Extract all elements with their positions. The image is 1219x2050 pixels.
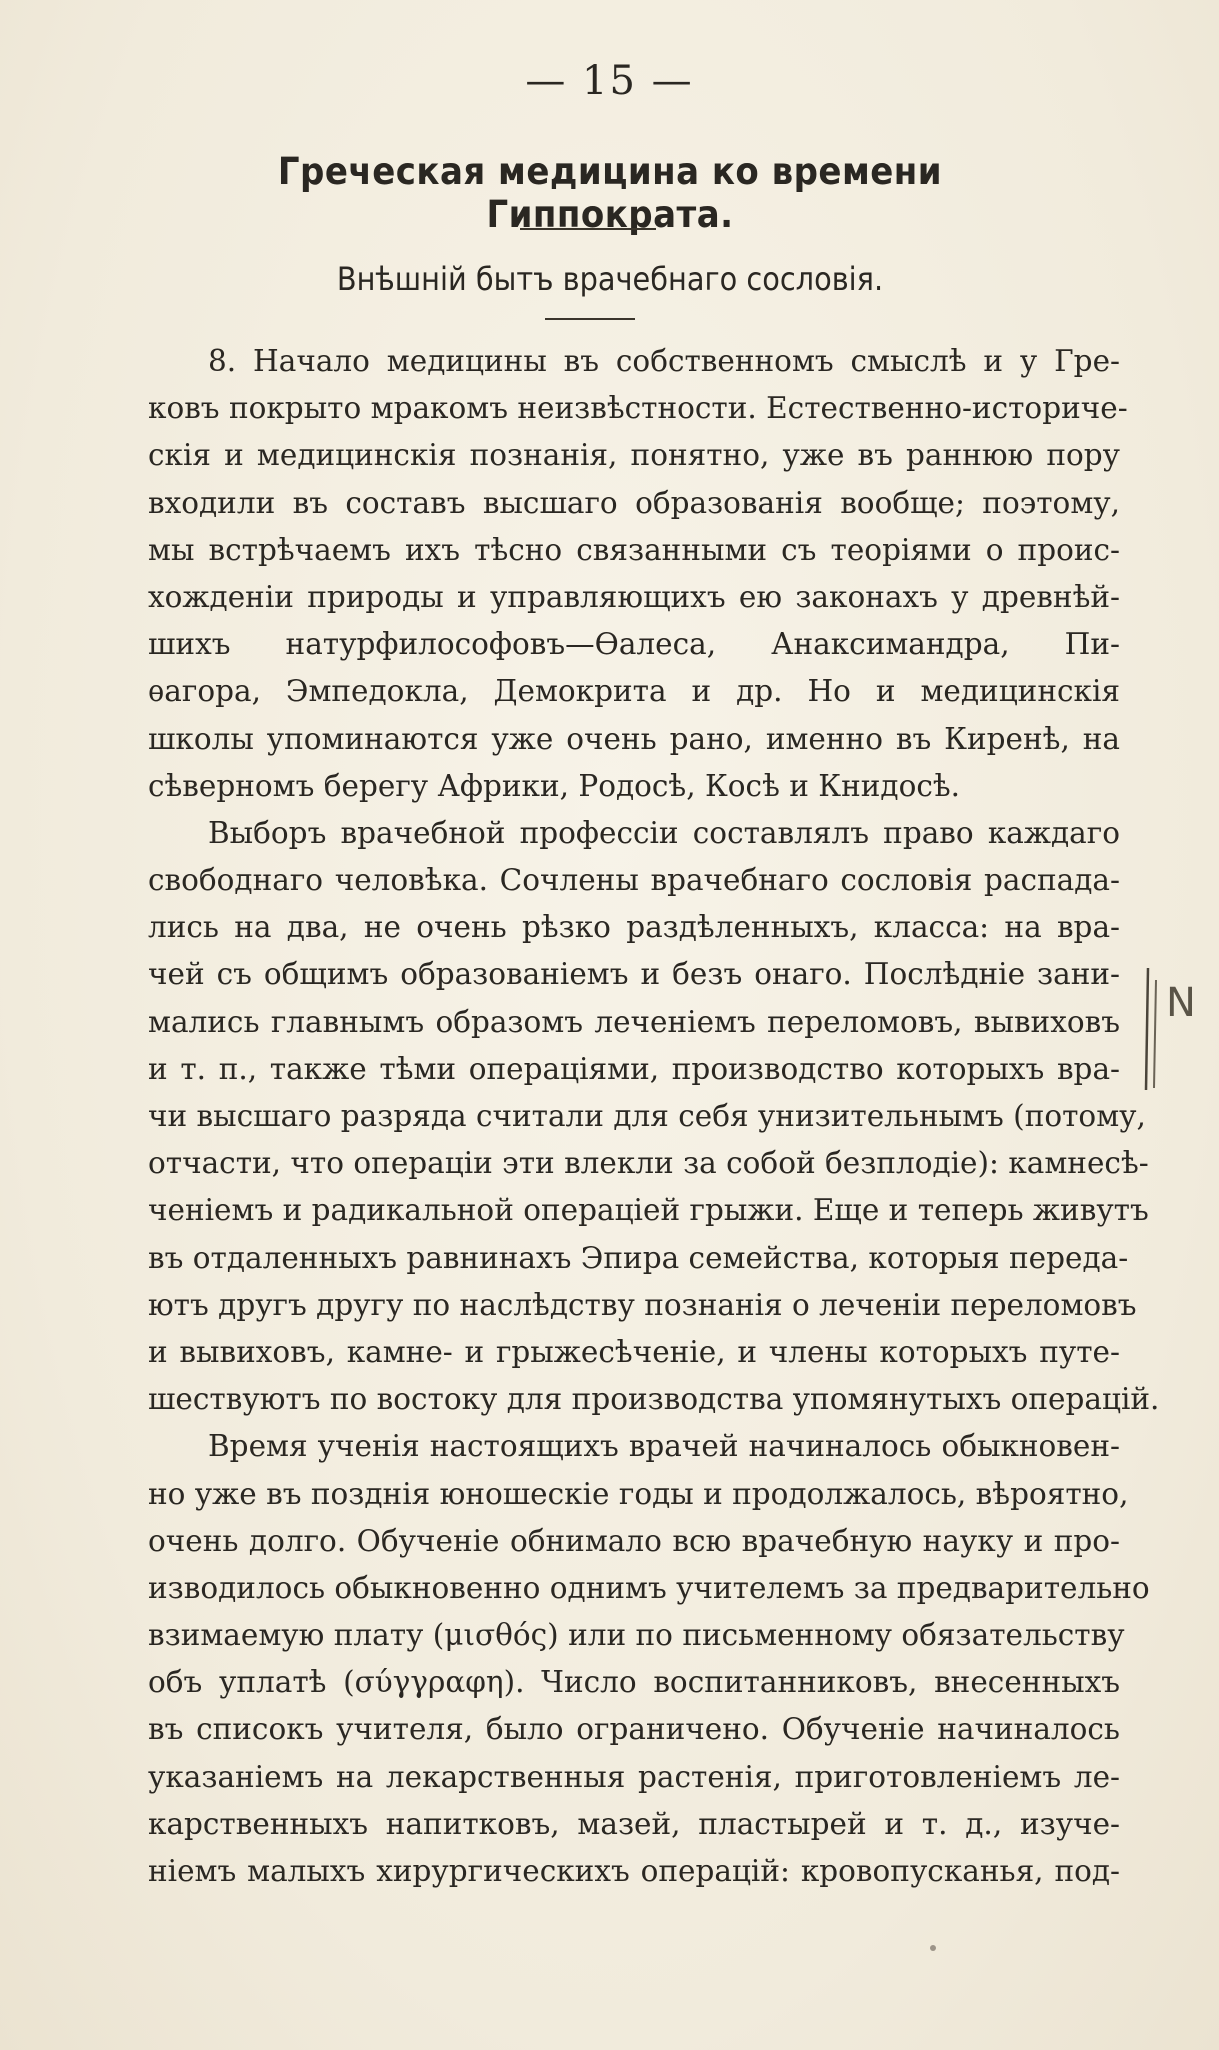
text-line: объ уплатѣ (σύγγραφη). Число воспитанниковъ, внесенныхъ xyxy=(148,1665,1120,1700)
text-line: свободнаго человѣка. Сочлены врачебнаго сословія распада- xyxy=(148,863,1120,898)
text-line: скія и медицинскія познанія, понятно, уже въ раннюю пору xyxy=(148,438,1120,473)
section-title: Внѣшній бытъ врачебнаго сословія. xyxy=(336,260,884,298)
margin-annotation xyxy=(1140,960,1200,1100)
text-line: мы встрѣчаемъ ихъ тѣсно связанными съ теоріями о проис- xyxy=(148,532,1120,567)
text-line: Время ученія настоящихъ врачей начиналось обыкновен- xyxy=(208,1429,1120,1464)
text-line: въ списокъ учителя, было ограничено. Обученіе начиналось xyxy=(148,1712,1120,1747)
text-line: ѳагора, Эмпедокла, Демокрита и др. Но и медицинскія xyxy=(148,674,1120,709)
text-line: ченіемъ и радикальной операціей грыжи. Еще и теперь живутъ xyxy=(148,1193,1149,1228)
text-line: ніемъ малыхъ хирургическихъ операцій: кровопусканья, под- xyxy=(148,1854,1120,1888)
text-line: входили въ составъ высшаго образованія вообще; поэтому, xyxy=(148,485,1120,520)
ink-spot xyxy=(930,1945,936,1951)
text-line: Выборъ врачебной профессіи составлялъ право каждаго xyxy=(208,815,1120,850)
text-line: школы упоминаются уже очень рано, именно въ Киренѣ, на xyxy=(148,721,1120,756)
text-line: изводилось обыкновенно однимъ учителемъ за предварительно xyxy=(148,1570,1150,1605)
body-text xyxy=(148,338,1160,1895)
text-line: сѣверномъ берегу Африки, Родосѣ, Косѣ и Книдосѣ. xyxy=(148,768,961,803)
margin-note-text: N xyxy=(1166,980,1196,1026)
text-line: и т. п., также тѣми операціями, производство которыхъ вра- xyxy=(148,1051,1120,1086)
section-divider xyxy=(545,318,635,320)
text-line: но уже въ позднія юношескіе годы и продолжалось, вѣроятно, xyxy=(148,1476,1129,1511)
text-line: шихъ натурфилософовъ—Ѳалеса, Анаксимандра, Пи- xyxy=(148,627,1120,662)
text-line: отчасти, что операціи эти влекли за собой безплодіе): камнесѣ- xyxy=(148,1146,1149,1181)
text-line: очень долго. Обученіе обнимало всю врачебную науку и про- xyxy=(148,1523,1120,1558)
text-line: и вывиховъ, камне- и грыжесѣченіе, и члены которыхъ путе- xyxy=(148,1334,1120,1369)
text-line: мались главнымъ образомъ леченіемъ переломовъ, вывиховъ xyxy=(148,1004,1120,1039)
text-line: въ отдаленныхъ равнинахъ Эпира семейства, которыя переда- xyxy=(148,1240,1129,1275)
text-line: чей съ общимъ образованіемъ и безъ онаго. Послѣдніе зани- xyxy=(148,957,1120,992)
text-line: карственныхъ напитковъ, мазей, пластырей и т. д., изуче- xyxy=(148,1806,1120,1841)
text-line: ютъ другъ другу по наслѣдству познанія о леченіи переломовъ xyxy=(148,1287,1137,1322)
title-divider xyxy=(520,228,656,230)
text-line: лись на два, не очень рѣзко раздѣленныхъ, класса: на вра- xyxy=(148,910,1120,945)
text-line: указаніемъ на лекарственныя растенія, приготовленіемъ ле- xyxy=(148,1759,1120,1794)
text-line: хожденіи природы и управляющихъ ею законахъ у древнѣй- xyxy=(148,579,1120,614)
text-line: взимаемую плату (μισθός) или по письменному обязательству xyxy=(148,1618,1125,1653)
page-number: — 15 — xyxy=(525,58,694,104)
text-line: чи высшаго разряда считали для себя унизительнымъ (потому, xyxy=(148,1099,1146,1133)
text-line: ковъ покрыто мракомъ неизвѣстности. Естественно-историче- xyxy=(148,391,1128,426)
chapter-title: Греческая медицина ко времени Гиппократа. xyxy=(277,150,943,236)
text-line: 8. Начало медицины въ собственномъ смыслѣ и у Гре- xyxy=(208,344,1120,378)
text-line: шествуютъ по востоку для производства упомянутыхъ операцій. xyxy=(148,1382,1160,1417)
